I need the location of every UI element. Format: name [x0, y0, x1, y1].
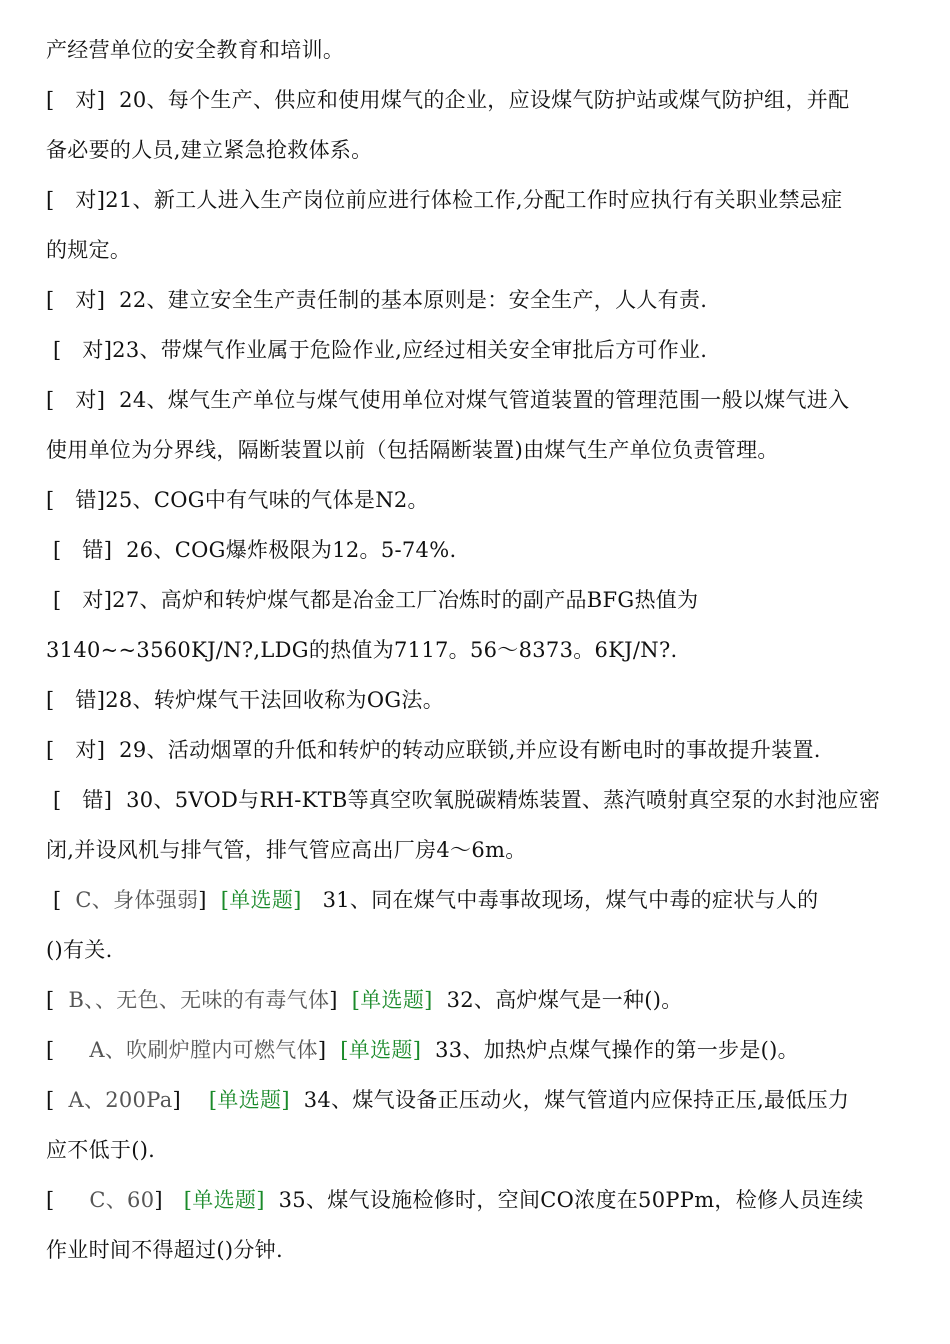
- text-line: [46, 1235, 283, 1265]
- text-line: [46, 835, 527, 865]
- line-text: 35、煤气设施检修时，空间CO浓度在50PPm，检修人员连续: [264, 1188, 864, 1212]
- line-text: ]: [198, 888, 221, 912]
- line-text: 备必要的人员,建立紧急抢救体系。: [46, 138, 373, 162]
- line-text: [: [46, 1088, 69, 1112]
- text-line: [46, 935, 113, 965]
- line-text: ]: [329, 988, 352, 1012]
- line-text: [ 对] 29、活动烟罩的升低和转炉的转动应联锁,并应设有断电时的事故提升装置.: [46, 738, 821, 762]
- line-text: 闭,并设风机与排气管，排气管应高出厂房4～6m。: [46, 838, 527, 862]
- line-text: [ 对] 22、建立安全生产责任制的基本原则是：安全生产，人人有责.: [46, 288, 708, 312]
- answer-option: C、身体强弱: [75, 888, 199, 912]
- line-text: 31、同在煤气中毒事故现场，煤气中毒的症状与人的: [301, 888, 819, 912]
- text-line: [46, 35, 344, 65]
- line-text: [ 错] 26、COG爆炸极限为12。5-74%.: [46, 538, 457, 562]
- line-text: ]: [154, 1188, 184, 1212]
- answer-option: C、60: [89, 1188, 155, 1212]
- question-type-tag: [单选题]: [183, 1188, 265, 1212]
- line-text: [ 对] 24、煤气生产单位与煤气使用单位对煤气管道装置的管理范围一般以煤气进入: [46, 388, 850, 412]
- text-line: [46, 185, 842, 215]
- line-text: [: [46, 888, 76, 912]
- line-text: [: [46, 988, 69, 1012]
- text-line: [46, 885, 819, 915]
- line-text: [ 错]28、转炉煤气干法回收称为OG法。: [46, 688, 445, 712]
- line-text: [ 对]21、新工人进入生产岗位前应进行体检工作,分配工作时应执行有关职业禁忌症: [46, 188, 843, 212]
- answer-option: A、200Pa: [68, 1088, 173, 1112]
- line-text: 的规定。: [46, 238, 132, 262]
- line-text: [ 错] 30、5VOD与RH-KTB等真空吹氧脱碳精炼装置、蒸汽喷射真空泵的水封池应密: [46, 788, 881, 812]
- text-line: [46, 1035, 799, 1065]
- line-text: 使用单位为分界线，隔断装置以前（包括隔断装置)由煤气生产单位负责管理。: [46, 438, 779, 462]
- text-line: [46, 485, 429, 515]
- line-text: [: [46, 1188, 90, 1212]
- text-line: [46, 785, 880, 815]
- line-text: [ 对]23、带煤气作业属于危险作业,应经过相关安全审批后方可作业.: [46, 338, 708, 362]
- question-type-tag: [单选题]: [351, 988, 433, 1012]
- text-line: [46, 985, 683, 1015]
- line-text: 33、加热炉点煤气操作的第一步是()。: [421, 1038, 799, 1062]
- text-line: [46, 1135, 155, 1165]
- line-text: ()有关.: [46, 938, 113, 962]
- text-line: [46, 235, 131, 265]
- text-line: [46, 385, 849, 415]
- text-line: [46, 735, 821, 765]
- text-line: [46, 85, 849, 115]
- line-text: 作业时间不得超过()分钟.: [46, 1238, 283, 1262]
- text-line: [46, 285, 707, 315]
- question-type-tag: [单选题]: [220, 888, 302, 912]
- line-text: [: [46, 1038, 90, 1062]
- text-line: [46, 585, 698, 615]
- line-text: 应不低于().: [46, 1138, 156, 1162]
- line-text: ]: [172, 1088, 209, 1112]
- text-line: [46, 1085, 849, 1115]
- text-line: [46, 685, 444, 715]
- line-text: [ 对]27、高炉和转炉煤气都是冶金工厂冶炼时的副产品BFG热值为: [46, 588, 699, 612]
- line-text: [ 对] 20、每个生产、供应和使用煤气的企业，应设煤气防护站或煤气防护组，并配: [46, 88, 850, 112]
- text-line: [46, 435, 779, 465]
- text-line: [46, 635, 678, 665]
- text-line: [46, 335, 707, 365]
- answer-option: B、、无色、无味的有毒气体: [68, 988, 330, 1012]
- question-type-tag: [单选题]: [208, 1088, 290, 1112]
- text-line: [46, 1185, 864, 1215]
- answer-option: A、吹刷炉膛内可燃气体: [89, 1038, 318, 1062]
- line-text: 产经营单位的安全教育和培训。: [46, 38, 345, 62]
- text-line: [46, 535, 456, 565]
- line-text: 3140~~3560KJ/N?,LDG的热值为7117。56～8373。6KJ/N?.: [46, 638, 678, 662]
- line-text: 34、煤气设备正压动火，煤气管道内应保持正压,最低压力: [289, 1088, 850, 1112]
- line-text: 32、高炉煤气是一种()。: [432, 988, 683, 1012]
- text-line: [46, 135, 372, 165]
- line-text: ]: [317, 1038, 341, 1062]
- question-type-tag: [单选题]: [340, 1038, 422, 1062]
- line-text: [ 错]25、COG中有气味的气体是N2。: [46, 488, 429, 512]
